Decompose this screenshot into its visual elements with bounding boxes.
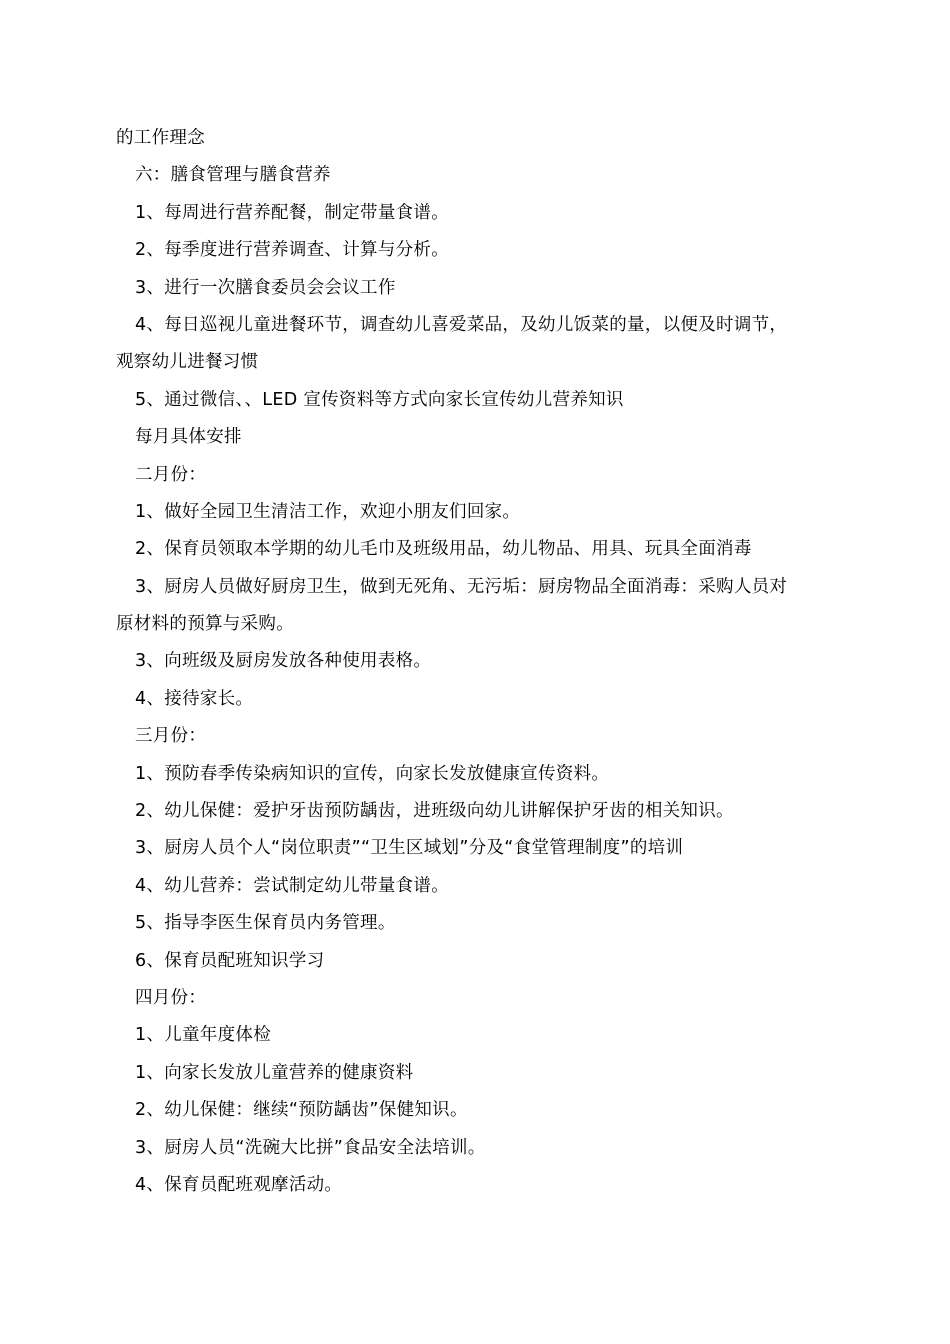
text-line: 1、预防春季传染病知识的宣传，向家长发放健康宣传资料。 — [135, 763, 610, 784]
text-line: 3、进行一次膳食委员会会议工作 — [135, 277, 396, 298]
text-line: 二月份： — [135, 464, 207, 485]
text-line: 观察幼儿进餐习惯 — [116, 352, 259, 373]
text-line: 1、儿童年度体检 — [135, 1025, 272, 1046]
text-line: 3、厨房人员做好厨房卫生，做到无死角、无污垢：厨房物品全面消毒：采购人员对 — [135, 576, 788, 597]
text-line: 的工作理念 — [116, 128, 205, 148]
text-line: 原材料的预算与采购。 — [116, 614, 294, 635]
text-line: 2、幼儿保健：爱护牙齿预防龋齿，进班级向幼儿讲解保护牙齿的相关知识。 — [135, 801, 734, 822]
text-line: 1、每周进行营养配餐，制定带量食谱。 — [135, 202, 450, 223]
text-line: 4、每日巡视儿童进餐环节，调查幼儿喜爱菜品，及幼儿饭菜的量，以便及时调节， — [135, 314, 788, 335]
text-line: 4、接待家长。 — [135, 688, 254, 709]
text-line: 4、保育员配班观摩活动。 — [135, 1174, 343, 1195]
text-line: 2、幼儿保健：继续“预防龋齿”保健知识。 — [135, 1100, 468, 1121]
text-line: 每月具体安排 — [135, 427, 242, 448]
text-line: 5、通过微信、、LED 宣传资料等方式向家长宣传幼儿营养知识 — [135, 389, 624, 410]
text-line: 六：膳食管理与膳食营养 — [135, 165, 331, 186]
text-line: 3、向班级及厨房发放各种使用表格。 — [135, 651, 432, 672]
text-line: 2、每季度进行营养调查、计算与分析。 — [135, 240, 450, 261]
text-line: 5、指导李医生保育员内务管理。 — [135, 913, 396, 934]
text-line: 四月份： — [135, 987, 207, 1008]
text-line: 1、向家长发放儿童营养的健康资料 — [135, 1062, 414, 1083]
document-body — [116, 120, 856, 1204]
text-line: 6、保育员配班知识学习 — [135, 950, 325, 971]
text-line: 三月份： — [135, 726, 207, 747]
text-line: 2、保育员领取本学期的幼儿毛巾及班级用品，幼儿物品、用具、玩具全面消毒 — [135, 539, 752, 560]
text-line: 3、厨房人员“洗碗大比拼”食品安全法培训。 — [135, 1137, 486, 1158]
text-line: 4、幼儿营养：尝试制定幼儿带量食谱。 — [135, 875, 450, 896]
text-line: 3、厨房人员个人“岗位职责”“卫生区域划”分及“食堂管理制度”的培训 — [135, 838, 684, 859]
text-line: 1、做好全园卫生清洁工作，欢迎小朋友们回家。 — [135, 501, 521, 522]
